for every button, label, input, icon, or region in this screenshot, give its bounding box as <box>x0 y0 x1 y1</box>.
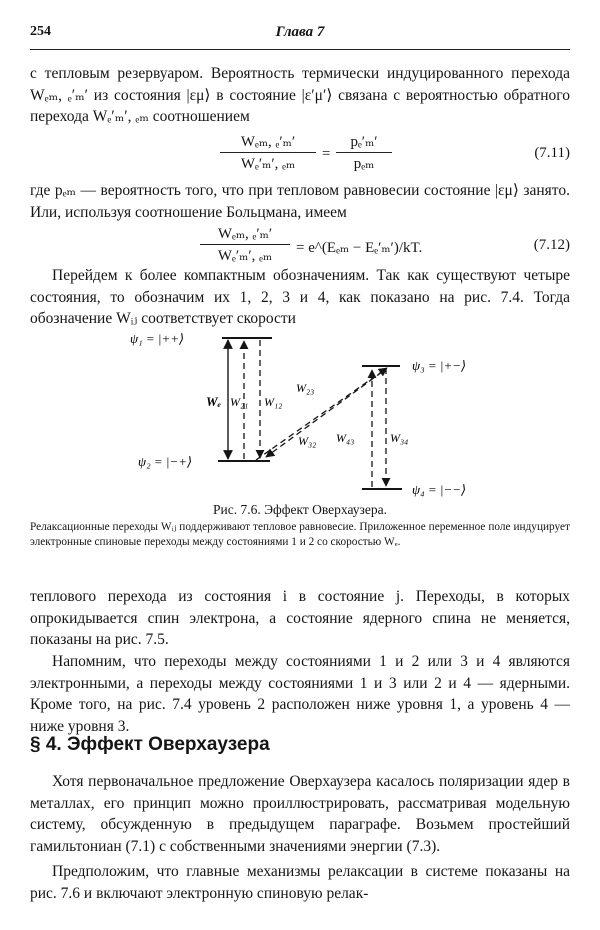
psi2-label: ψ₂ = |−+⟩ <box>138 454 193 469</box>
eq1-rhs-denominator: pₑₘ <box>353 156 375 172</box>
w34-label: W₃₄ <box>390 431 409 445</box>
equation-7-11: Wₑₘ, ₑ′ₘ′ Wₑ′ₘ′, ₑₘ = pₑ′ₘ′ pₑₘ (7.11) <box>30 132 570 182</box>
running-title: Глава 7 <box>275 24 325 40</box>
eq1-numerator: Wₑₘ, ₑ′ₘ′ <box>220 132 316 153</box>
paragraph-4: теплового перехода из состояния i в состояние j. Переходы, в которых опрокидывается спин электрона, а состояние ядерного спина не меняется, показаны на рис. 7.5. <box>30 588 570 648</box>
figure-caption-title: Рис. 7.6. Эффект Оверхаузера. <box>213 502 387 517</box>
figure-caption-text: Релаксационные переходы Wᵢⱼ поддерживают тепловое равновесие. Приложенное переменное поле индуцирует электронные спиновые переходы между состояниями 1 и 2 со скоростью Wₑ. <box>30 521 570 548</box>
w23-label: W₂₃ <box>296 381 315 395</box>
paragraph-5: Напомним, что переходы между состояниями 1 и 2 или 3 и 4 являются электронными, а переходы между состояниями 1 и 3 или 2 и 4 — ядерными. Кроме того, на рис. 7.4 уровень 2 расположен ниже уровня 1, а уровень 4 — ниже уровня 3. <box>30 653 570 735</box>
eq1-denominator: Wₑ′ₘ′, ₑₘ <box>240 156 296 172</box>
paragraph-3: Перейдем к более компактным обозначениям. Так как существуют четыре состояния, то обозначим их 1, 2, 3 и 4, как показано на рис. 7.4. Тогда обозначение Wᵢⱼ соответствует скорости <box>30 267 570 327</box>
eq2-numerator: Wₑₘ, ₑ′ₘ′ <box>200 224 290 245</box>
w23-arrow <box>256 368 387 460</box>
section-heading: § 4. Эффект Оверхаузера <box>30 734 270 755</box>
page-header <box>30 24 570 48</box>
paragraph-2: где pₑₘ — вероятность того, что при тепловом равновесии состояние |εμ⟩ занято. Или, используя соотношение Больцмана, имеем <box>30 182 570 221</box>
paragraph-1: с тепловым резервуаром. Вероятность термически индуцированного перехода Wₑₘ, ₑ′ₘ′ из состояния |εμ⟩ в состояние |ε′μ′⟩ связана с вероятностью обратного перехода Wₑ′ₘ′, ₑₘ соотношением <box>30 65 570 125</box>
w12-label: W₁₂ <box>264 395 283 409</box>
eq2-rhs: = e^(Eₑₘ − Eₑ′ₘ′)/kT. <box>296 240 423 256</box>
eq1-lhs-fraction <box>220 132 316 175</box>
w21-label: W₂₁ <box>230 395 249 409</box>
eq1-rhs-numerator: pₑ′ₘ′ <box>336 132 392 153</box>
paragraph-7: Предположим, что главные механизмы релаксации в системе показаны на рис. 7.6 и включают электронную спиновую релак- <box>30 863 570 902</box>
we-label: Wₑ <box>206 394 222 409</box>
header-rule <box>30 49 570 50</box>
psi3-label: ψ₃ = |+−⟩ <box>412 358 467 373</box>
psi4-label: ψ₄ = |−−⟩ <box>412 482 467 497</box>
energy-level-diagram <box>130 330 470 500</box>
w32-label: W₃₂ <box>298 434 317 448</box>
w43-label: W₄₃ <box>336 431 355 445</box>
eq1-rhs-fraction <box>336 132 392 175</box>
eq2-denominator: Wₑ′ₘ′, ₑₘ <box>217 248 273 264</box>
eq2-number: (7.12) <box>533 237 570 253</box>
eq2-lhs-fraction <box>200 224 290 267</box>
paragraph-6: Хотя первоначальное предложение Оверхаузера касалось поляризации ядер в металлах, его принцип можно проиллюстрировать, рассматривая модельную систему, обсужденную в предыдущем параграфе. Возьмем простейший гамильтониан (7.1) с собственными значениями энергии (7.3). <box>30 773 570 855</box>
eq1-number: (7.11) <box>534 145 570 161</box>
w32-arrow <box>266 372 382 457</box>
psi1-label: ψ₁ = |++⟩ <box>130 331 185 346</box>
page-number: 254 <box>30 24 51 39</box>
